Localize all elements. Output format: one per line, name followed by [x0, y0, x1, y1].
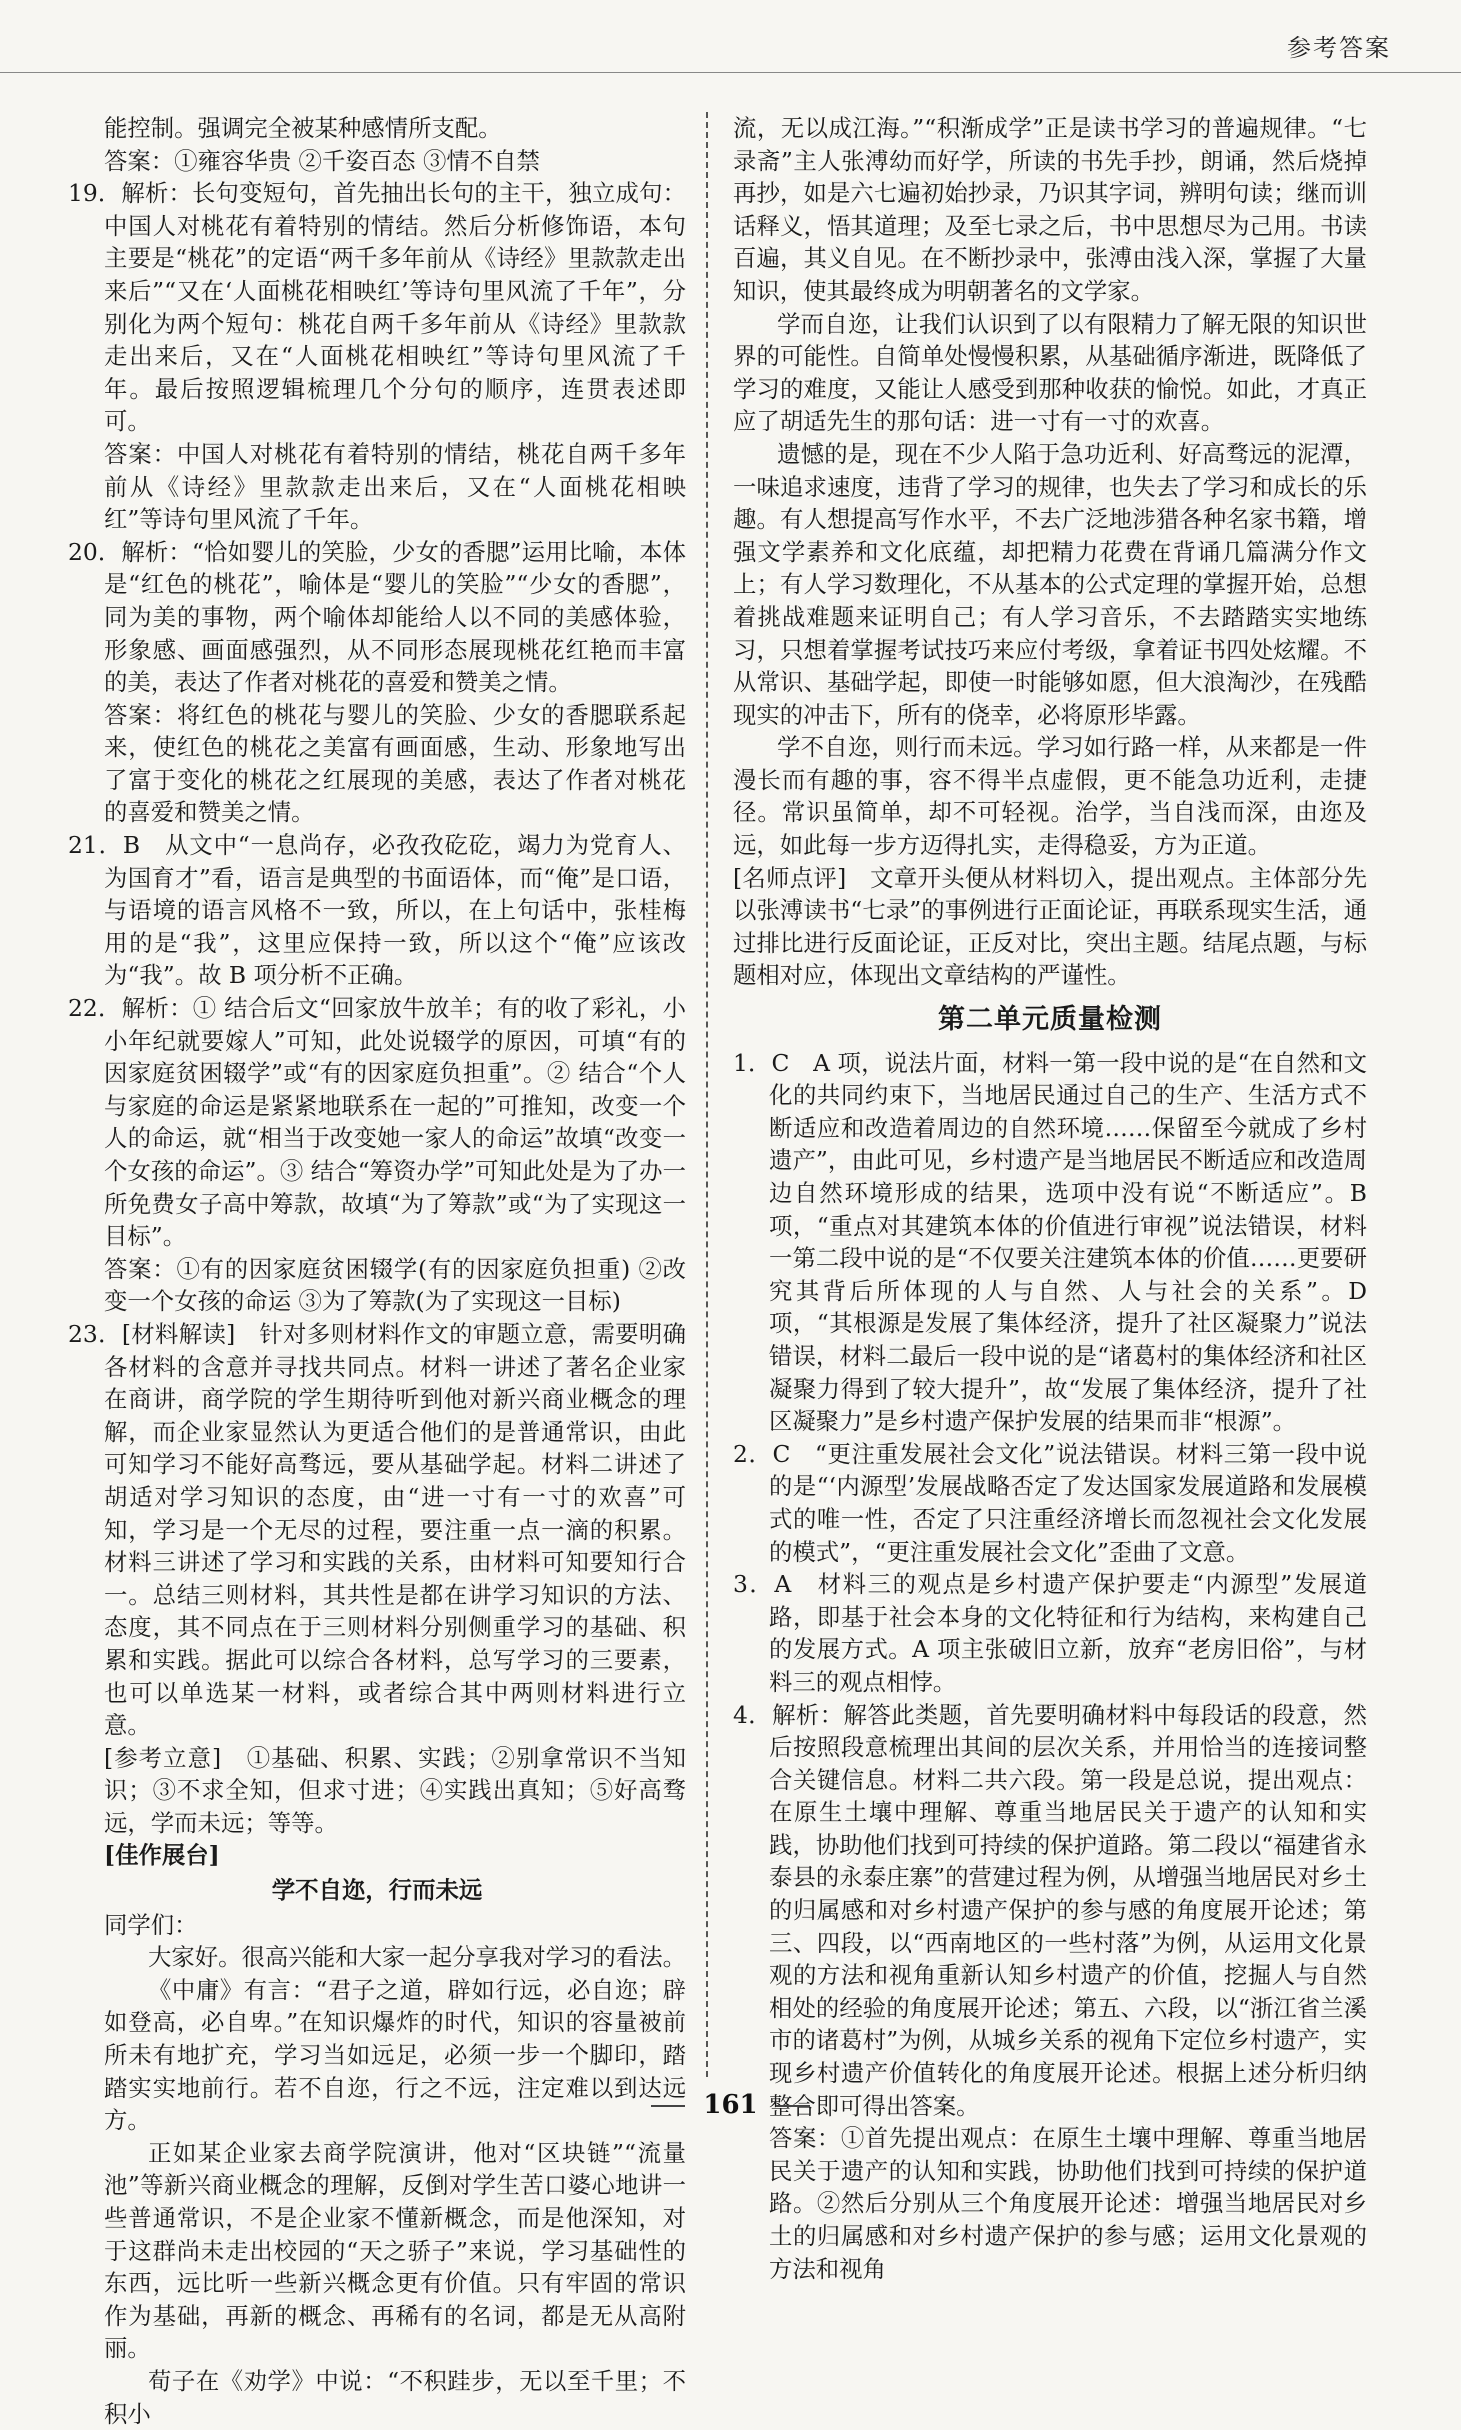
page-number: 161	[703, 2090, 758, 2120]
right-column	[733, 112, 1367, 2283]
header-title: 参考答案	[1287, 34, 1391, 62]
essay-paragraph: 流，无以成江海。”“积渐成学”正是读书学习的普遍规律。“七录斋”主人张溥幼而好学，所读的书先手抄，朗诵，然后烧掉再抄，如是六七遍初始抄录，乃识其字词，辨明句读；继而训话释义，悟其道理；及至七录之后，书中思想尽为己用。书读百遍，其义自见。在不断抄录中，张溥由浅入深，掌握了大量知识，使其最终成为明朝著名的文学家。	[733, 114, 1367, 305]
unit2-q2: 2．C “更注重发展社会文化”说法错误。材料三第一段中说的是“‘内源型’发展战略否定了发达国家发展道路和发展模式的唯一性，否定了只注重经济增长而忽视社会文化发展的模式”，“更注重发展社会文化”歪曲了文意。	[733, 1439, 1367, 1566]
footer-dash	[776, 2105, 810, 2107]
page-footer	[0, 2090, 1461, 2120]
section-title: 第二单元质量检测	[938, 1004, 1162, 1036]
q19-analysis: 19．解析：长句变短句，首先抽出长句的主干，独立成句：中国人对桃花有着特别的情结。然后分析修饰语，本句主要是“桃花”的定语“两千多年前从《诗经》里款款走出来后”“又在‘人面桃花相映红’等诗句里风流了千年”，分别化为两个短句：桃花自两千多年前从《诗经》里款款走出来后，又在“人面桃花相映红”等诗句里风流了千年。最后按照逻辑梳理几个分句的顺序，连贯表述即可。	[68, 179, 686, 436]
unit2-q1: 1．C A 项，说法片面，材料一第一段中说的是“在自然和文化的共同约束下，当地居民通过自己的生产、生活方式不断适应和改造着周边的自然环境……保留至今就成了乡村遗产”，由此可见，乡村遗产是当地居民不断适应和改造周边自然环境形成的结果，选项中没有说“不断适应”。B 项，“重点对其建筑本体的价值进行审视”说法错误，材料一第二段中说的是“不仅要关注建筑本体的价值……更要研究其背后所体现的人与自然、人与社会的关系”。D 项，“其根源是发展了集体经济，提升了社区凝聚力”说法错误，材料二最后一段中说的是“诸葛村的集体经济和社区凝聚力得到了较大提升”，故“发展了集体经济，提升了社区凝聚力”是乡村遗产保护发展的结果而非“根源”。	[733, 1048, 1367, 1436]
essay-paragraph: 遗憾的是，现在不少人陷于急功近利、好高骛远的泥潭，一味追求速度，违背了学习的规律，也失去了学习和成长的乐趣。有人想提高写作水平，不去广泛地涉猎各种名家书籍，增强文学素养和文化底蕴，却把精力花费在背诵几篇满分作文上；有人学习数理化，不从基本的公式定理的掌握开始，总想着挑战难题来证明自己；有人学习音乐，不去踏踏实实地练习，只想着掌握考试技巧来应付考级，拿着证书四处炫耀。不从常识、基础学起，即使一时能够如愿，但大浪淘沙，在残酷现实的冲击下，所有的侥幸，必将原形毕露。	[733, 439, 1367, 729]
essay-title: 学不自迩，行而未远	[271, 1876, 483, 1905]
essay-paragraph: 《中庸》有言：“君子之道，辟如行远，必自迩；辟如登高，必自卑。”在知识爆炸的时代，知识的容量被前所未有地扩充，学习当如远足，必须一步一个脚印，踏踏实实地前行。若不自迩，行之不远，注定难以到达远方。	[104, 1975, 686, 2135]
answer-18: 答案：①雍容华贵 ②千姿百态 ③情不自禁	[104, 146, 540, 175]
essay-paragraph: 学不自迩，则行而未远。学习如行路一样，从来都是一件漫长而有趣的事，容不得半点虚假，更不能急功近利，走捷径。常识虽简单，却不可轻视。治学，当自浅而深，由迩及远，如此每一步方迈得扎实，走得稳妥，方为正道。	[733, 733, 1367, 860]
q20-analysis: 20．解析：“恰如婴儿的笑脸，少女的香腮”运用比喻，本体是“红色的桃花”，喻体是“婴儿的笑脸”“少女的香腮”，同为美的事物，两个喻体却能给人以不同的美感体验，形象感、画面感强烈，从不同形态展现桃花红艳而丰富的美，表达了作者对桃花的喜爱和赞美之情。	[68, 537, 686, 697]
q21-answer: 21．B 从文中“一息尚存，必孜孜矻矻，竭力为党育人、为国育才”看，语言是典型的书面语体，而“俺”是口语，与语境的语言风格不一致，所以，在上句话中，张桂梅用的是“我”，这里应保持一致，所以这个“俺”应该改为“我”。故 B 项分析不正确。	[68, 831, 686, 990]
unit2-q4-analysis: 4．解析：解答此类题，首先要明确材料中每段话的段意，然后按照段意梳理出其间的层次关系，并用恰当的连接词整合关键信息。材料二共六段。第一段是总说，提出观点：在原生土壤中理解、尊重当地居民关于遗产的认知和实践，协助他们找到可持续的保护道路。第二段以“福建省永泰县的永泰庄寨”的营建过程为例，从增强当地居民对乡土的归属感和对乡村遗产保护的参与感的角度展开论述；第三、四段，以“西南地区的一些村落”为例，从运用文化景观的方法和视角重新认知乡村遗产的价值，挖掘人与自然相处的经验的角度展开论述；第五、六段，以“浙江省兰溪市的诸葛村”为例，从城乡关系的视角下定位乡村遗产，实现乡村遗产价值转化的角度展开论述。根据上述分析归纳整合即可得出答案。	[733, 1700, 1367, 2120]
unit2-q4-answer: 答案：①首先提出观点：在原生土壤中理解、尊重当地居民关于遗产的认知和实践，协助他们找到可持续的保护道路。②然后分别从三个角度展开论述：增强当地居民对乡土的归属感和对乡村遗产保护的参与感；运用文化景观的方法和视角	[769, 2124, 1367, 2283]
unit2-q3: 3．A 材料三的观点是乡村遗产保护要走“内源型”发展道路，即基于社会本身的文化特征和行为结构，来构建自己的发展方式。A 项主张破旧立新，放弃“老房旧俗”，与材料三的观点相悖。	[733, 1570, 1367, 1696]
page-header	[0, 0, 1461, 70]
q19-answer: 答案：中国人对桃花有着特别的情结，桃花自两千多年前从《诗经》里款款走出来后，又在“人面桃花相映红”等诗句里风流了千年。	[104, 439, 686, 534]
text-line: 能控制。强调完全被某种感情所支配。	[104, 114, 502, 142]
q20-answer: 答案：将红色的桃花与婴儿的笑脸、少女的香腮联系起来，使红色的桃花之美富有画面感，生动、形象地写出了富于变化的桃花之红展现的美感，表达了作者对桃花的喜爱和赞美之情。	[104, 700, 686, 827]
column-divider	[706, 112, 708, 2077]
essay-paragraph: 大家好。很高兴能和大家一起分享我对学习的看法。	[148, 1943, 686, 1972]
teacher-comment: [名师点评] 文章开头便从材料切入，提出观点。主体部分先以张溥读书“七录”的事例进行正面论证，再联系现实生活，通过排比进行反面论证，正反对比，突出主题。结尾点题，与标题相对应，体现出文章结构的严谨性。	[733, 863, 1367, 990]
left-column	[68, 112, 686, 2428]
q22-answer: 答案：①有的因家庭贫困辍学(有的因家庭负担重) ②改变一个女孩的命运 ③为了筹款(为了实现这一目标)	[104, 1254, 686, 1316]
q22-analysis: 22．解析：① 结合后文“回家放牛放羊；有的收了彩礼，小小年纪就要嫁人”可知，此处说辍学的原因，可填“有的因家庭贫困辍学”或“有的因家庭负担重”。② 结合“个人与家庭的命运是紧紧地联系在一起的”可推知，改变一个人的命运，就“相当于改变她一家人的命运”故填“改变一个女孩的命运”。③ 结合“筹资办学”可知此处是为了办一所免费女子高中筹款，故填“为了筹款”或“为了实现这一目标”。	[68, 994, 686, 1251]
footer-dash	[651, 2105, 685, 2107]
showcase-label: [佳作展台]	[104, 1841, 220, 1870]
header-rule	[0, 72, 1461, 73]
essay-greeting: 同学们：	[104, 1910, 198, 1939]
essay-paragraph: 荀子在《劝学》中说：“不积跬步，无以至千里；不积小	[104, 2366, 686, 2428]
q23-material-reading: 23．[材料解读] 针对多则材料作文的审题立意，需要明确各材料的含意并寻找共同点。材料一讲述了著名企业家在商讲，商学院的学生期待听到他对新兴商业概念的理解，而企业家显然认为更适合他们的是普通常识，由此可知学习不能好高骛远，要从基础学起。材料二讲述了胡适对学习知识的态度，由“进一寸有一寸的欢喜”可知，学习是一个无尽的过程，要注重一点一滴的积累。材料三讲述了学习和实践的关系，由材料可知要知行合一。总结三则材料，其共性是都在讲学习知识的方法、态度，其不同点在于三则材料分别侧重学习的基础、积累和实践。据此可以综合各材料，总写学习的三要素，也可以单选某一材料，或者综合其中两则材料进行立意。	[68, 1319, 686, 1740]
essay-paragraph: 学而自迩，让我们认识到了以有限精力了解无限的知识世界的可能性。自简单处慢慢积累，从基础循序渐进，既降低了学习的难度，又能让人感受到那种收获的愉悦。如此，才真正应了胡适先生的那句话：进一寸有一寸的欢喜。	[733, 309, 1367, 436]
q23-reference-idea: [参考立意] ①基础、积累、实践；②别拿常识不当知识；③不求全知，但求寸进；④实践出真知；⑤好高骛远，学而未远；等等。	[104, 1743, 686, 1837]
essay-paragraph: 正如某企业家去商学院演讲，他对“区块链”“流量池”等新兴商业概念的理解，反倒对学生苦口婆心地讲一些普通常识，不是企业家不懂新概念，而是他深知，对于这群尚未走出校园的“天之骄子”来说，学习基础性的东西，远比听一些新兴概念更有价值。只有牢固的常识作为基础，再新的概念、再稀有的名词，都是无从高附丽。	[104, 2138, 686, 2363]
